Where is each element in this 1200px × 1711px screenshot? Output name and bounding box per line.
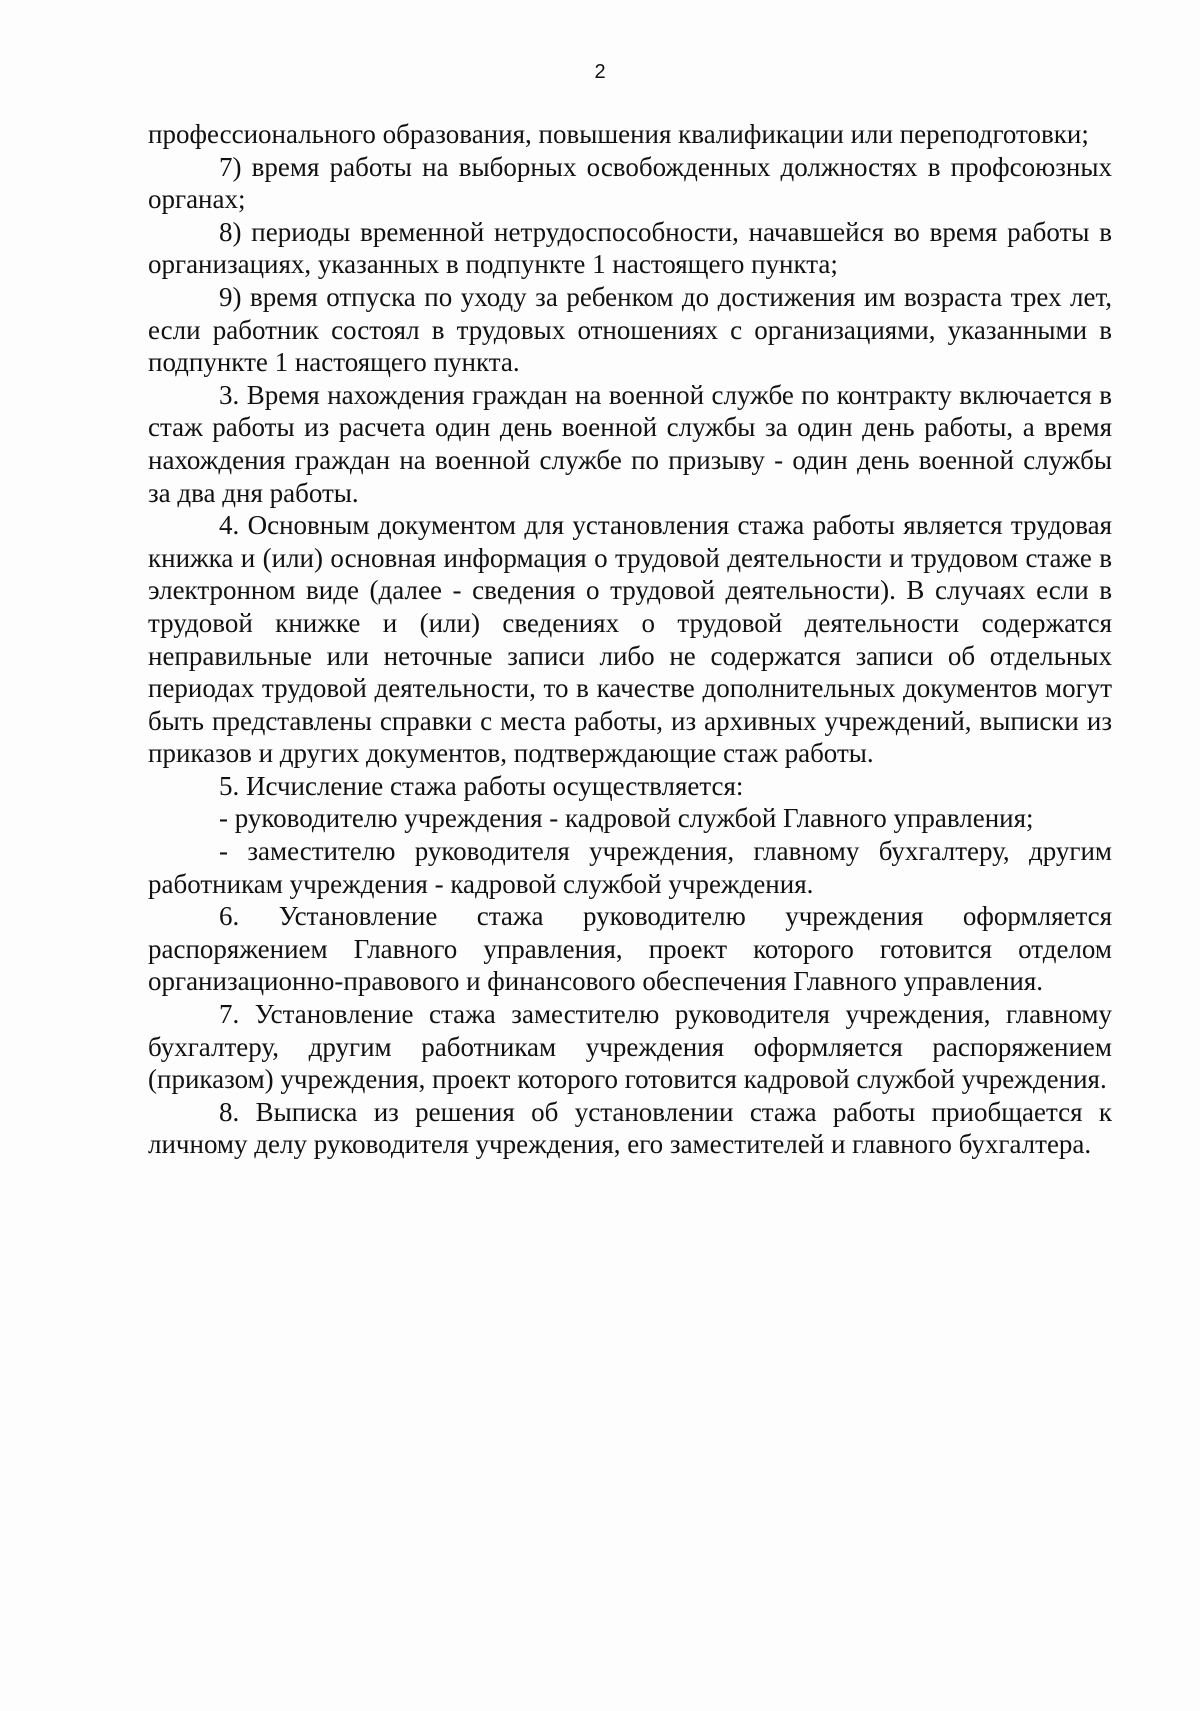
paragraph-section-5-bullet-2: - заместителю руководителя учреждения, главному бухгалтеру, другим работникам учреждения - кадровой службой учреждения. <box>148 836 1112 899</box>
paragraph-section-3: 3. Время нахождения граждан на военной службе по контракту включается в стаж работы из расчета один день военной службы за один день работы, а время нахождения граждан на военной службе по призыву - один день военной службы за два дня работы. <box>148 379 1112 508</box>
document-body <box>148 118 1112 1161</box>
paragraph-section-8: 8. Выписка из решения об установлении стажа работы приобщается к личному делу руководителя учреждения, его заместителей и главного бухгалтера. <box>148 1096 1112 1160</box>
page-number: 2 <box>594 61 606 83</box>
paragraph-continuation: профессионального образования, повышения квалификации или переподготовки; <box>148 119 1089 149</box>
paragraph-section-6: 6. Установление стажа руководителю учреждения оформляется распоряжением Главного управления, проект которого готовится отделом организационно-правового и финансового обеспечения Главного управления. <box>148 901 1112 997</box>
paragraph-item-7: 7) время работы на выборных освобожденных должностях в профсоюзных органах; <box>148 151 1112 215</box>
paragraph-section-7: 7. Установление стажа заместителю руководителя учреждения, главному бухгалтеру, другим работникам учреждения оформляется распоряжением (приказом) учреждения, проект которого готовится кадровой службой учреждения. <box>148 999 1112 1095</box>
paragraph-section-4: 4. Основным документом для установления стажа работы является трудовая книжка и (или) основная информация о трудовой деятельности и трудовом стаже в электронном виде (далее - сведения о трудовой деятельности). В случаях если в трудовой книжке и (или) сведениях о трудовой деятельности содержатся неправильные или неточные записи либо не содержатся записи об отдельных периодах трудовой деятельности, то в качестве дополнительных документов могут быть представлены справки с места работы, из архивных учреждений, выписки из приказов и других документов, подтверждающие стаж работы. <box>148 510 1112 769</box>
paragraph-section-5: 5. Исчисление стажа работы осуществляется: <box>219 770 744 801</box>
paragraph-item-8: 8) периоды временной нетрудоспособности, начавшейся во время работы в организациях, указанных в подпункте 1 настоящего пункта; <box>148 216 1112 280</box>
paragraph-section-5-bullet-1: - руководителю учреждения - кадровой службой Главного управления; <box>219 803 1034 834</box>
paragraph-item-9: 9) время отпуска по уходу за ребенком до достижения им возраста трех лет, если работник состоял в трудовых отношениях с организациями, указанными в подпункте 1 настоящего пункта. <box>148 281 1112 378</box>
